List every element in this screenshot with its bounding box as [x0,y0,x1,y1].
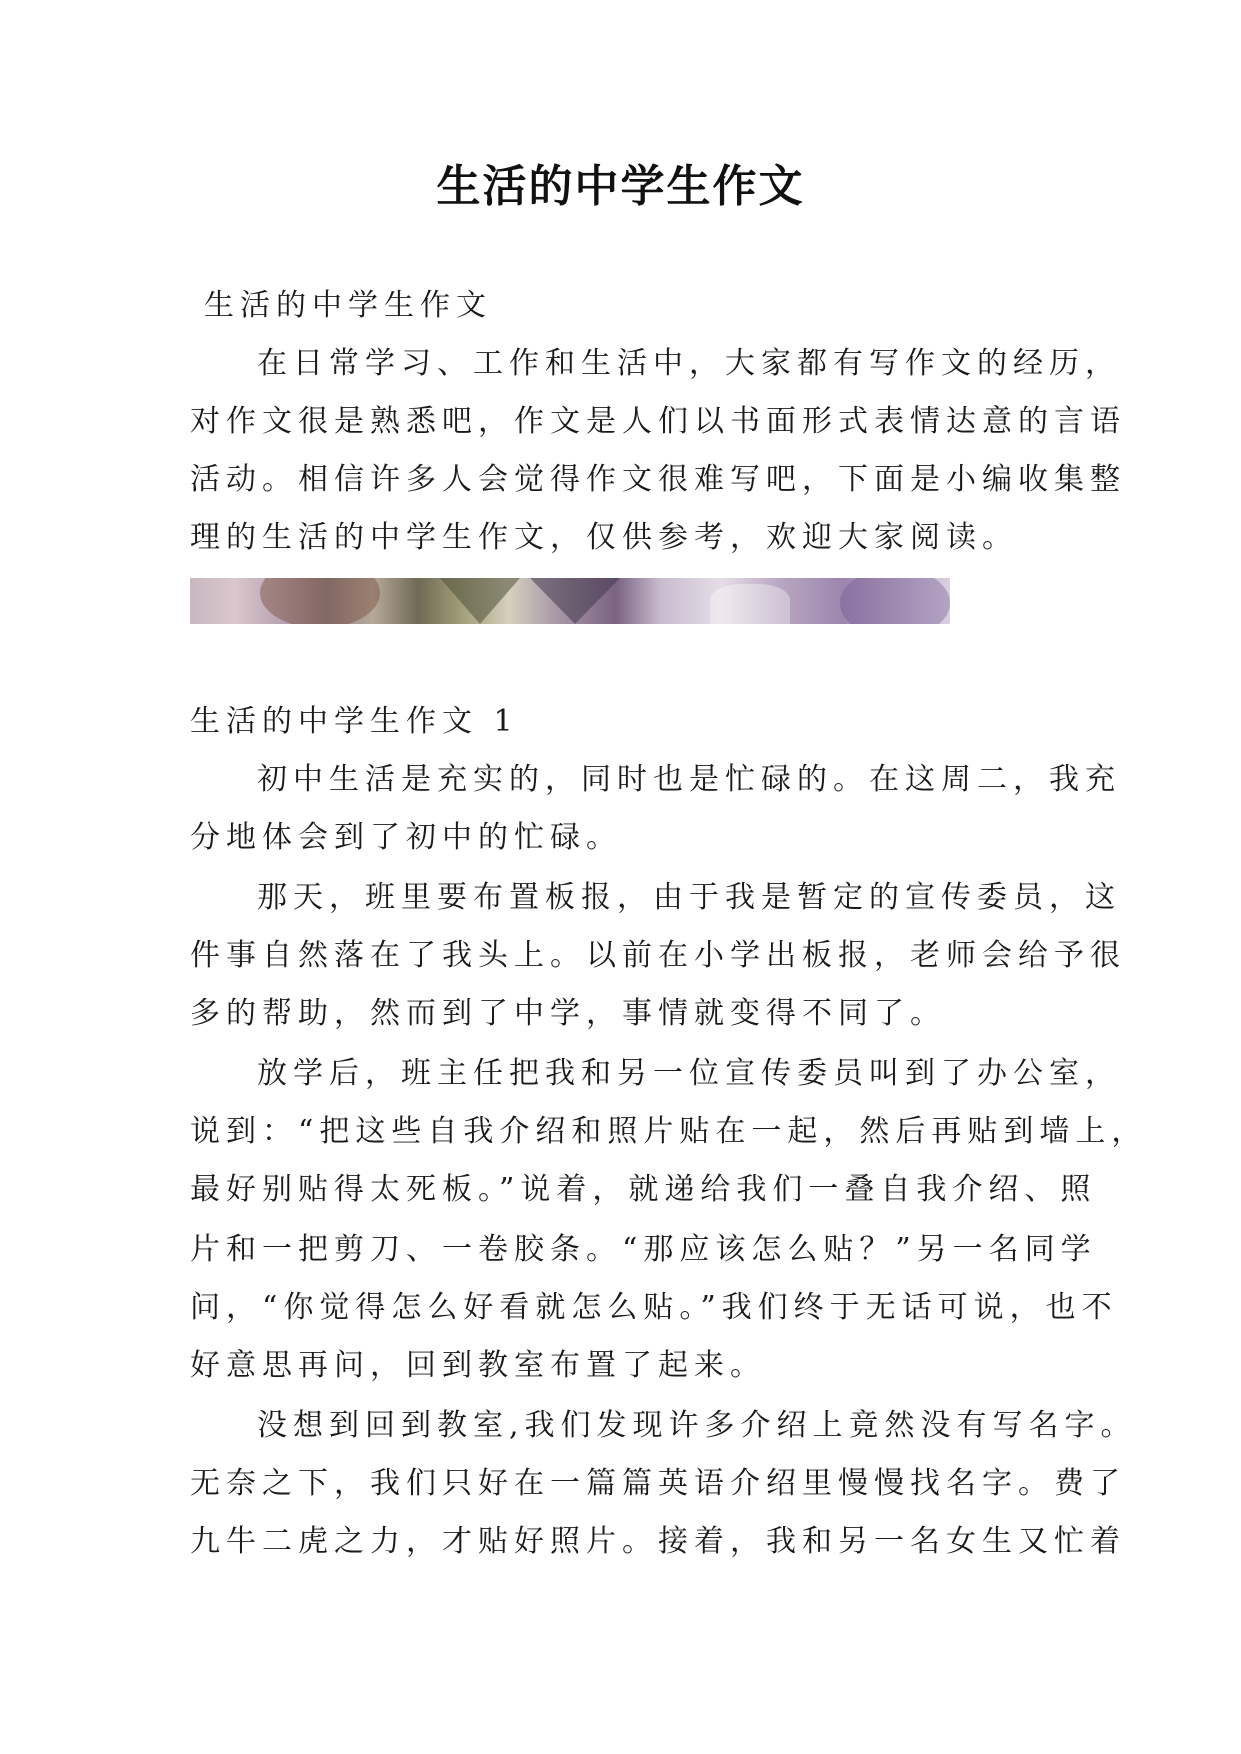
document-title: 生活的中学生作文 [436,161,805,212]
intro-line: 在日常学习、工作和生活中，大家都有写作文的经历， [257,346,1121,381]
intro-line: 活动。相信许多人会觉得作文很难写吧，下面是小编收集整 [190,462,1126,497]
section-heading: 生活的中学生作文 1 [190,704,519,739]
body-line: 说到：“把这些自我介绍和照片贴在一起，然后再贴到墙上， [190,1114,1148,1149]
intro-line: 对作文很是熟悉吧，作文是人们以书面形式表情达意的言语 [190,404,1126,439]
intro-line: 理的生活的中学生作文，仅供参考，欢迎大家阅读。 [190,520,1018,555]
body-line: 最好别贴得太死板。”说着，就递给我们一叠自我介绍、照 [190,1172,1097,1207]
body-line: 放学后，班主任把我和另一位宣传委员叫到了办公室， [257,1056,1121,1091]
photo-shape [440,578,520,624]
intro-heading: 生活的中学生作文 [204,288,492,323]
photo-shape [530,578,620,624]
body-line: 件事自然落在了我头上。以前在小学出板报，老师会给予很 [190,938,1126,973]
body-line: 片和一把剪刀、一卷胶条。“那应该怎么贴？”另一名同学 [190,1232,1097,1267]
body-line: 没想到回到教室,我们发现许多介绍上竟然没有写名字。 [257,1408,1137,1443]
body-line: 好意思再问，回到教室布置了起来。 [190,1348,766,1383]
body-line: 初中生活是充实的，同时也是忙碌的。在这周二，我充 [257,762,1121,797]
body-line: 问，“你觉得怎么好看就怎么贴。”我们终于无话可说，也不 [190,1290,1118,1325]
body-line: 九牛二虎之力，才贴好照片。接着，我和另一名女生又忙着 [190,1524,1126,1559]
photo-shape [840,578,950,624]
photo-shape [260,578,380,624]
body-line: 那天，班里要布置板报，由于我是暂定的宣传委员，这 [257,880,1121,915]
body-line: 多的帮助，然而到了中学，事情就变得不同了。 [190,996,946,1031]
body-line: 无奈之下，我们只好在一篇篇英语介绍里慢慢找名字。费了 [190,1466,1126,1501]
photo-shape [710,584,790,624]
decorative-photo-strip [190,578,950,624]
body-line: 分地体会到了初中的忙碌。 [190,820,622,855]
